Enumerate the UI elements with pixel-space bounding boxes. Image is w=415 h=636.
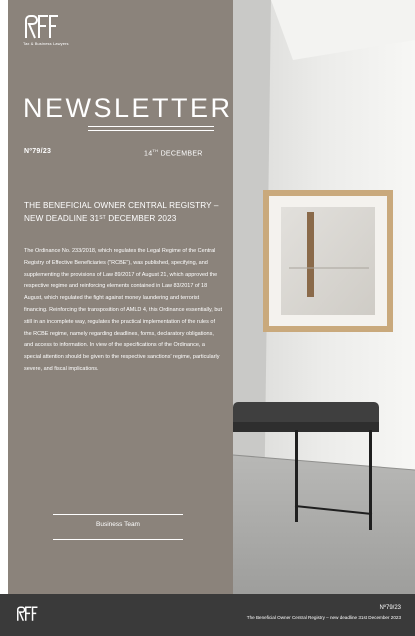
- signature-divider-top: [53, 514, 183, 515]
- article-body: The Ordinance No. 233/2018, which regulates the Legal Regime of the Central Registry of Effective Beneficiaries ("RCBE"), was published, specifying, and supplementing the provisions of Law 89/2017 of August 21, which approved the respective regime and reinforcing elements contained in Law 83/2017 of 18 August, which regulated the fight against money laundering and terrorist financing. Reinforcing the transposition of AMLD 4, this Ordinance essentially, but still in an incomplete way, regulates the practical implementation of the rules of the RCBE regime, namely regarding deadlines, forms, declaratory obligations, and access to information. In view of the specifications of the Ordinance, a special attention should be given to the respective sanctions' regime, particularly severe, and fiscal implications.: [24, 248, 223, 372]
- date-day: 14: [144, 150, 153, 158]
- footer-rff-logo-icon: [12, 606, 42, 622]
- article-headline: [24, 200, 229, 225]
- headline-line-2-suffix: DECEMBER 2023: [108, 214, 177, 223]
- hero-photo: [233, 0, 415, 594]
- rff-logo-icon: [23, 14, 59, 40]
- interior-photo-illustration: [233, 0, 415, 594]
- issue-date: [144, 148, 203, 157]
- brand-logo: [23, 14, 103, 46]
- date-suffix: TH: [152, 148, 159, 153]
- headline-line-1: THE BENEFICIAL OWNER CENTRAL REGISTRY –: [24, 201, 219, 210]
- signature: Business Team: [96, 521, 140, 528]
- headline-line-2-prefix: NEW DEADLINE 31: [24, 214, 100, 223]
- footer-caption: The Beneficial Owner Central Registry – new deadline 31st December 2023: [246, 615, 401, 620]
- issue-number: Nº79/23: [24, 148, 52, 155]
- signature-divider-bottom: [53, 539, 183, 540]
- newsletter-title: NEWSLETTER: [23, 93, 233, 123]
- title-divider-bottom: [88, 130, 214, 131]
- content-panel: [8, 0, 233, 594]
- brand-tagline: Tax & Business Lawyers: [23, 41, 69, 46]
- date-month: DECEMBER: [160, 150, 203, 158]
- footer-issue-number: Nº79/23: [379, 605, 401, 611]
- headline-line-2-sup: ST: [99, 215, 106, 221]
- footer-bar: [0, 594, 415, 636]
- title-divider-top: [88, 126, 214, 127]
